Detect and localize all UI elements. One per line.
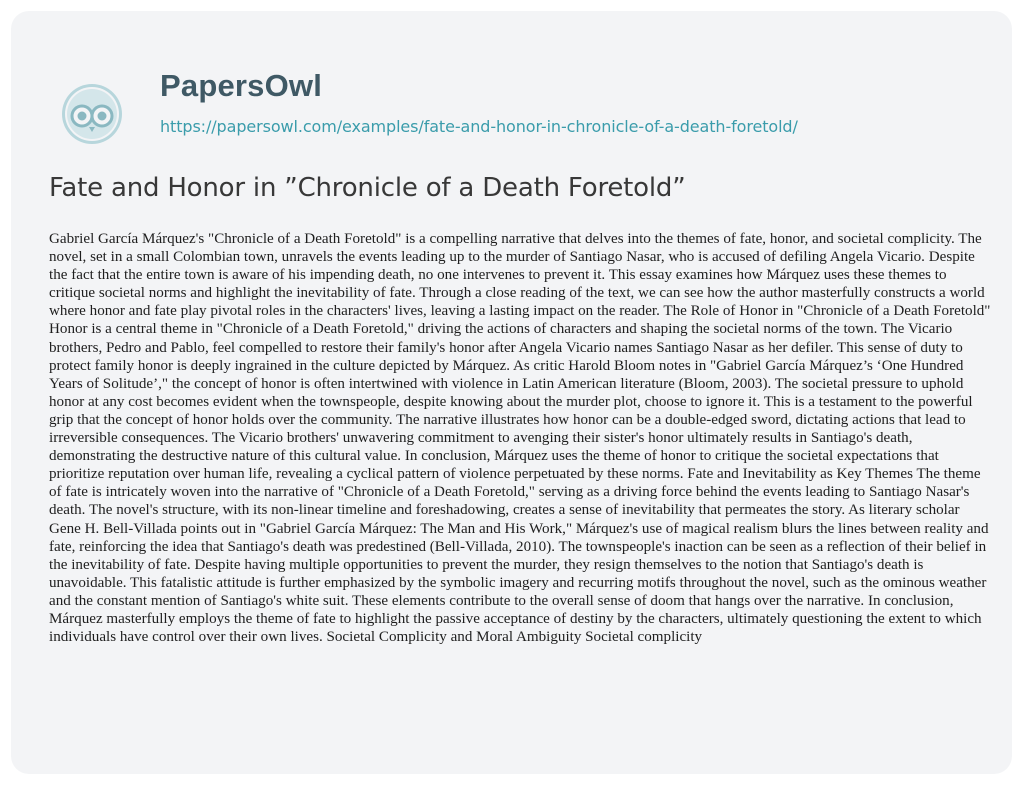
brand-name[interactable]: PapersOwl <box>160 68 323 103</box>
article-url-link[interactable]: https://papersowl.com/examples/fate-and-honor-in-chronicle-of-a-death-foretold/ <box>160 117 798 136</box>
article-body: Gabriel García Márquez's "Chronicle of a Death Foretold" is a compelling narrative that delves into the themes of fate, honor, and societal complicity. The novel, set in a small Colombian town, unravels the events leading up to the murder of Santiago Nasar, who is accused of defiling Angela Vicario. Despite the fact that the entire town is aware of his impending death, no one intervenes to prevent it. This essay examines how Márquez uses these themes to critique societal norms and highlight the inevitability of fate. Through a close reading of the text, we can see how the author masterfully constructs a world where honor and fate play pivotal roles in the characters' lives, leaving a lasting impact on the reader. The Role of Honor in "Chronicle of a Death Foretold" Honor is a central theme in "Chronicle of a Death Foretold," driving the actions of characters and shaping the societal norms of the town. The Vicario brothers, Pedro and Pablo, feel compelled to restore their family's honor after Angela Vicario names Santiago Nasar as her defiler. This sense of duty to protect family honor is deeply ingrained in the culture depicted by Márquez. As critic Harold Bloom notes in "Gabriel García Márquez’s ‘One Hundred Years of Solitude’," the concept of honor is often intertwined with violence in Latin American literature (Bloom, 2003). The societal pressure to uphold honor at any cost becomes evident when the townspeople, despite knowing about the murder plot, choose to ignore it. This is a testament to the powerful grip that the concept of honor holds over the community. The narrative illustrates how honor can be a double-edged sword, dictating actions that lead to irreversible consequences. The Vicario brothers' unwavering commitment to avenging their sister's honor ultimately results in Santiago's death, demonstrating the destructive nature of this cultural value. In conclusion, Márquez uses the theme of honor to critique the societal expectations that prioritize reputation over human life, revealing a cyclical pattern of violence perpetuated by these norms. Fate and Inevitability as Key Themes The theme of fate is intricately woven into the narrative of "Chronicle of a Death Foretold," serving as a driving force behind the events leading to Santiago Nasar's death. The novel's structure, with its non-linear timeline and foreshadowing, creates a sense of inevitability that permeates the story. As literary scholar Gene H. Bell-Villada points out in "Gabriel García Márquez: The Man and His Work," Márquez's use of magical realism blurs the lines between reality and fate, reinforcing the idea that Santiago's death was predestined (Bell-Villada, 2010). The townspeople's inaction can be seen as a reflection of their belief in the inevitability of fate. Despite having multiple opportunities to prevent the murder, they resign themselves to the notion that Santiago's death is unavoidable. This fatalistic attitude is further emphasized by the symbolic imagery and recurring motifs throughout the novel, such as the ominous weather and the constant mention of Santiago's white suit. These elements contribute to the overall sense of doom that hangs over the narrative. In conclusion, Márquez masterfully employs the theme of fate to highlight the passive acceptance of destiny by the characters, ultimately questioning the extent to which individuals have control over their own lives. Societal Complicity and Moral Ambiguity Societal complicity <box>49 231 991 646</box>
owl-eyes-logo-icon <box>61 83 123 145</box>
site-header <box>21 46 981 146</box>
document-page <box>11 11 1012 774</box>
article-title: Fate and Honor in ”Chronicle of a Death Foretold” <box>49 173 686 203</box>
